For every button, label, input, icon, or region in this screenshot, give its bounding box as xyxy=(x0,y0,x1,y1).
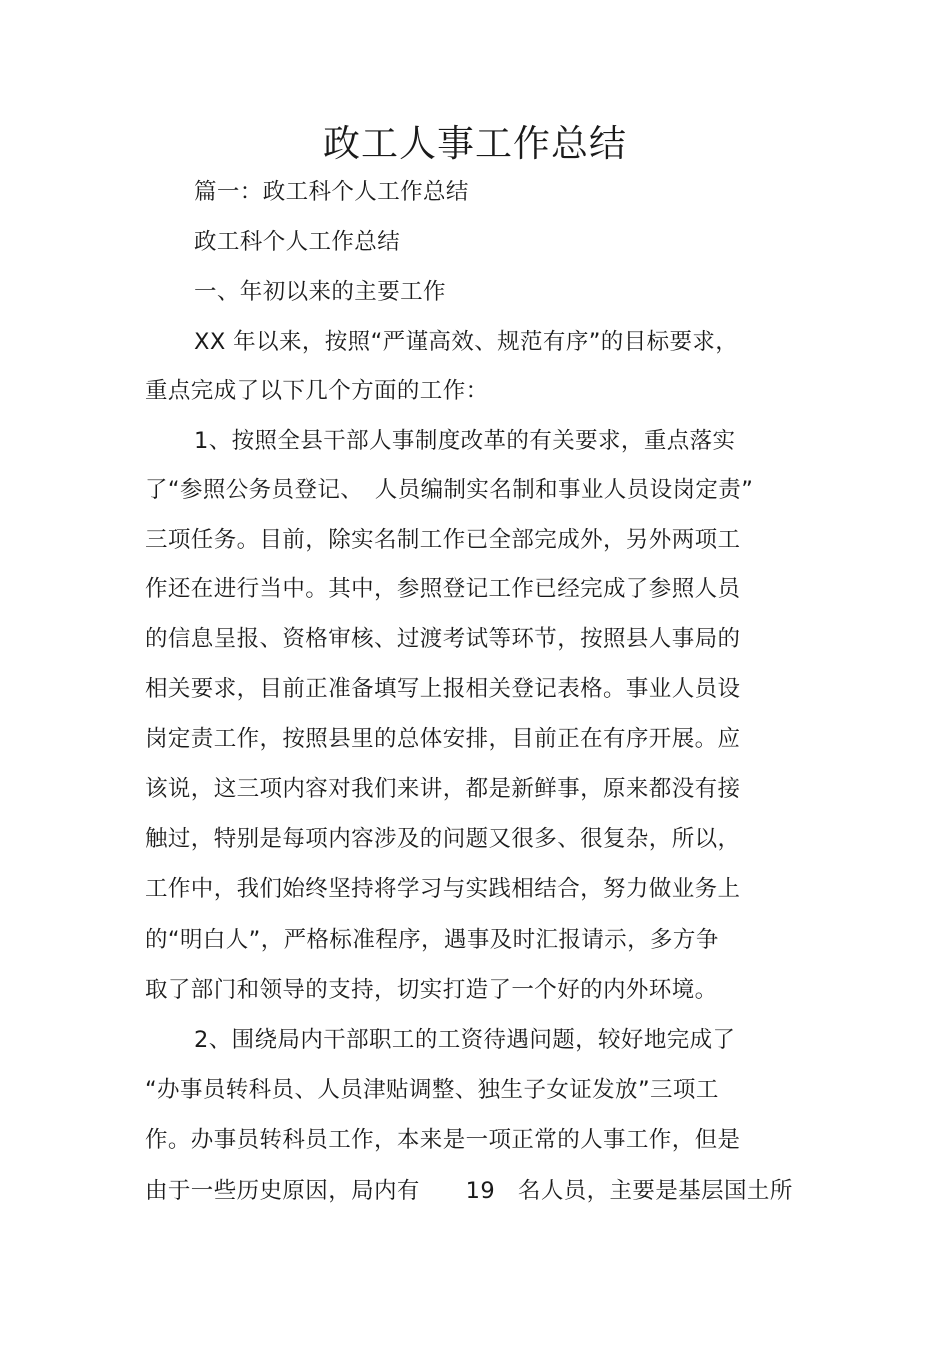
body-line: 触过，特别是每项内容涉及的问题又很多、很复杂，所以， xyxy=(145,826,741,852)
body-line: 重点完成了以下几个方面的工作： xyxy=(145,378,489,404)
body-line: 相关要求，目前正准备填写上报相关登记表格。事业人员设 xyxy=(145,676,741,702)
body-line: 作还在进行当中。其中，参照登记工作已经完成了参照人员 xyxy=(145,576,741,602)
body-line: 该说，这三项内容对我们来讲，都是新鲜事，原来都没有接 xyxy=(145,776,741,802)
body-line: 作。办事员转科员工作，本来是一项正常的人事工作，但是 xyxy=(145,1127,741,1153)
body-line: 取了部门和领导的支持，切实打造了一个好的内外环境。 xyxy=(145,977,718,1003)
document-title: 政工人事工作总结 xyxy=(323,122,627,165)
body-line: 由于一些历史原因，局内有 19 名人员，主要是基层国土所 xyxy=(145,1178,793,1204)
body-line: 篇一：政工科个人工作总结 xyxy=(194,179,469,205)
body-line: XX 年以来，按照“严谨高效、规范有序”的目标要求， xyxy=(194,329,739,355)
body-line: “办事员转科员、人员津贴调整、独生子女证发放”三项工 xyxy=(145,1077,719,1103)
body-line: 三项任务。目前，除实名制工作已全部完成外，另外两项工 xyxy=(145,527,741,553)
body-line: 岗定责工作，按照县里的总体安排，目前正在有序开展。应 xyxy=(145,726,741,752)
body-line: 的信息呈报、资格审核、过渡考试等环节，按照县人事局的 xyxy=(145,626,741,652)
body-line: 一、年初以来的主要工作 xyxy=(194,279,446,305)
body-line: 1、按照全县干部人事制度改革的有关要求，重点落实 xyxy=(194,428,736,454)
body-line: 了“参照公务员登记、 人员编制实名制和事业人员设岗定责” xyxy=(145,477,754,503)
body-line: 2、围绕局内干部职工的工资待遇问题，较好地完成了 xyxy=(194,1027,736,1053)
body-line: 工作中，我们始终坚持将学习与实践相结合，努力做业务上 xyxy=(145,876,741,902)
body-line: 政工科个人工作总结 xyxy=(194,229,401,255)
body-line: 的“明白人”，严格标准程序，遇事及时汇报请示，多方争 xyxy=(145,927,719,953)
